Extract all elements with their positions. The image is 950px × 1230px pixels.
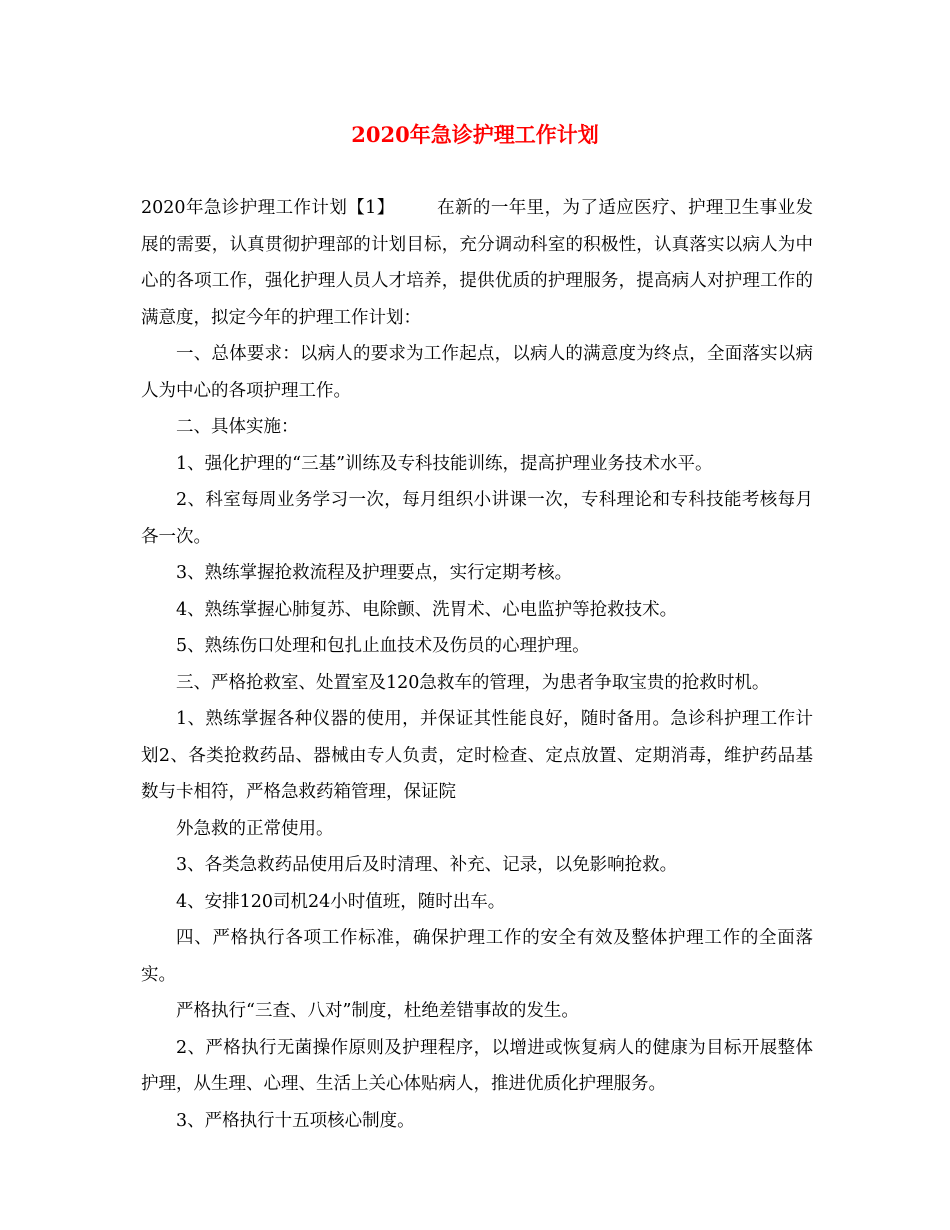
paragraph-item: 3、熟练掌握抢救流程及护理要点，实行定期考核。	[176, 563, 573, 583]
paragraph-item: 4、安排120司机24小时值班，随时出车。	[176, 891, 506, 912]
paragraph-item: 1、强化护理的“三基”训练及专科技能训练，提高护理业务技术水平。	[176, 453, 713, 474]
paragraph-section-heading: 四、严格执行各项工作标准，确保护理工作的安全有效及整体护理工作的全面落实。	[141, 928, 813, 985]
paragraph-continuation: 外急救的正常使用。	[176, 818, 334, 839]
paragraph-item: 3、各类急救药品使用后及时清理、补充、记录，以免影响抢救。	[176, 855, 678, 875]
paragraph-item: 4、熟练掌握心肺复苏、电除颤、洗胃术、心电监护等抢救技术。	[176, 599, 678, 620]
paragraph-implementation-heading: 二、具体实施：	[176, 417, 299, 437]
paragraph-item: 2、严格执行无菌操作原则及护理程序，以增进或恢复病人的健康为目标开展整体护理，从生理、心理、生活上关心体贴病人，推进优质化护理服务。	[141, 1037, 813, 1094]
paragraph-section-heading: 三、严格抢救室、处置室及120急救车的管理，为患者争取宝贵的抢救时机。	[176, 672, 770, 693]
intro-heading: 2020年急诊护理工作计划【1】	[141, 198, 395, 218]
intro-text: 在新的一年里，为了适应医疗、护理卫生事业发展的需要，认真贯彻护理部的计划目标，充分调动科室的积极性，认真落实以病人为中心的各项工作，强化护理人员人才培养，提供优质的护理服务，提高病人对护理工作的满意度，拟定今年的护理工作计划：	[141, 198, 814, 328]
paragraph-item: 3、严格执行十五项核心制度。	[176, 1110, 415, 1131]
intro-paragraph	[141, 190, 813, 336]
document-title: 2020年急诊护理工作计划	[351, 122, 599, 147]
document-body	[141, 190, 813, 1139]
paragraph-item: 2、科室每周业务学习一次，每月组织小讲课一次，专科理论和专科技能考核每月各一次。	[141, 490, 813, 547]
paragraph-general-requirements: 一、总体要求：以病人的要求为工作起点，以病人的满意度为终点，全面落实以病人为中心的各项护理工作。	[141, 344, 813, 401]
paragraph-item: 严格执行“三查、八对”制度，杜绝差错事故的发生。	[176, 1001, 579, 1021]
paragraph-item: 5、熟练伤口处理和包扎止血技术及伤员的心理护理。	[176, 636, 590, 656]
paragraph-item: 1、熟练掌握各种仪器的使用，并保证其性能良好，随时备用。急诊科护理工作计划2、各类抢救药品、器械由专人负责，定时检查、定点放置、定期消毒，维护药品基数与卡相符，严格急救药箱管理，保证院	[141, 709, 813, 802]
